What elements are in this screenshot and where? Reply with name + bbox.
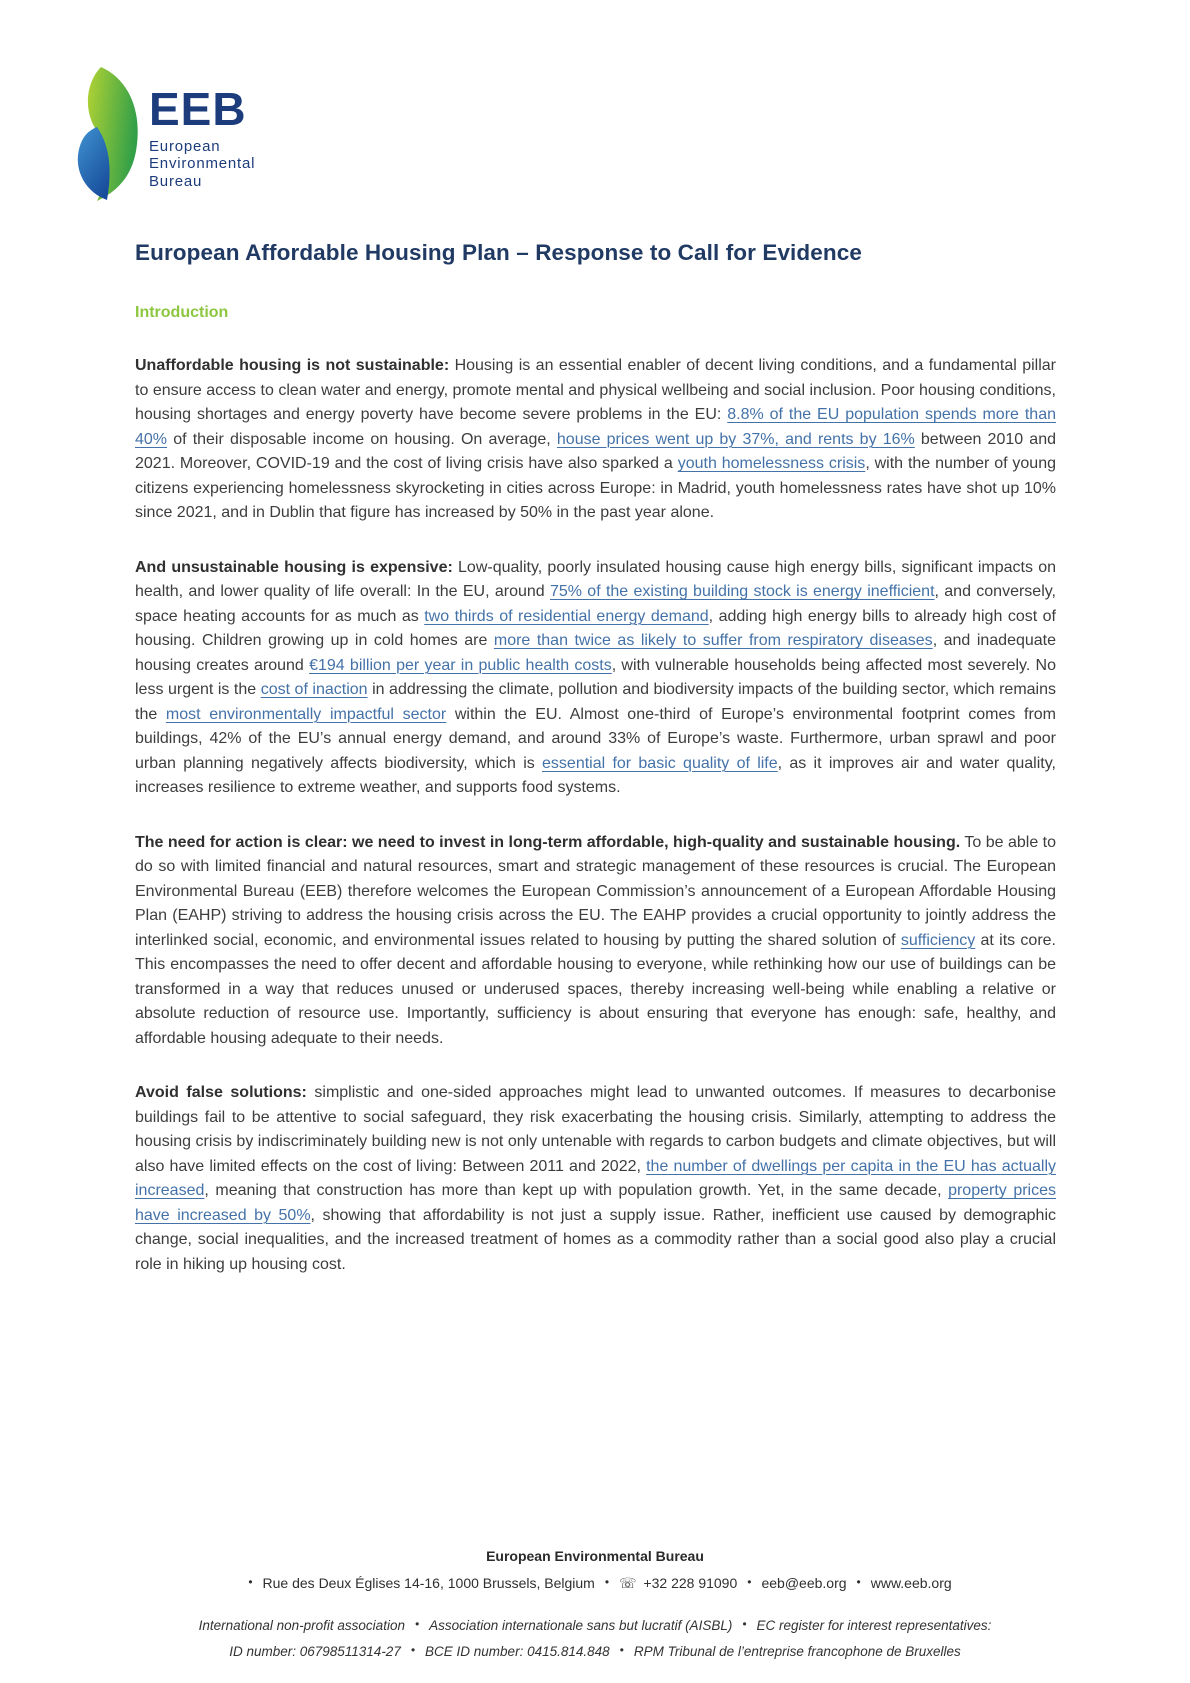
paragraph-text: in addressing the climate, pollution and biodiversity impacts of the building sector, which remains the [135,681,1057,723]
paragraph-text: within the EU. Almost one-third of Europe’s environmental footprint comes from buildings, 42% of the EU’s annual energy demand, and around 33% of Europe’s waste. Furthermore, urban sprawl and poor urban planning negatively affects biodiversity, which is [135,705,1057,772]
logo-acronym: EEB [149,83,247,135]
eeb-logo [75,66,255,202]
document-content [135,238,1056,1307]
paragraph-lead: And unsustainable housing is expensive: [135,558,453,576]
paragraph-text: Low-quality, poorly insulated housing cause high energy bills, significant impacts on health, and lower quality of life overall: In the EU, around [135,558,1056,601]
bullet-separator: • [619,1643,624,1657]
inline-link[interactable]: the number of dwellings per capita in the EU has actually increased [135,1157,1057,1200]
bullet-separator: • [856,1575,861,1589]
inline-link[interactable]: sufficiency [900,931,976,949]
body-paragraph [135,831,1056,1052]
footer-legal-line-2 [0,1639,1190,1665]
document-footer [0,1548,1190,1665]
body-paragraph [135,354,1056,526]
inline-link[interactable]: essential for basic quality of life [542,754,778,772]
paragraph-text: between 2010 and 2021. Moreover, COVID-19 and the cost of living crisis have also sparked a [135,430,1057,473]
inline-link[interactable]: most environmentally impactful sector [165,705,447,723]
footer-org-name: European Environmental Bureau [486,1548,704,1564]
phone-icon: ☏ [619,1575,637,1591]
inline-link[interactable]: property prices have increased by 50% [135,1182,1056,1224]
footer-legal-item: Association internationale sans but lucratif (AISBL) [429,1618,733,1633]
inline-link[interactable]: 8.8% of the EU population spends more than 40% [135,406,1056,448]
logo-name-line-1: European [149,137,221,155]
logo-text [149,66,255,191]
document-title: European Affordable Housing Plan – Response to Call for Evidence [135,240,862,265]
paragraph-text: , with the number of young citizens experiencing homelessness skyrocketing in cities across Europe: in Madrid, youth homelessness rates have shot up 10% since 2021, and in Dublin that figure has increased by 50% in the past year alone. [135,455,1057,522]
paragraph-text: , adding high energy bills to already high cost of housing. Children growing up in cold homes are [135,607,1057,650]
paragraph-text: Housing is an essential enabler of decent living conditions, and a fundamental pillar to ensure access to clean water and energy, promote mental and physical wellbeing and social inclusion. Poor housing conditions, housing shortages and energy poverty have become severe problems in the EU: [135,357,1056,424]
body-paragraph [135,556,1056,801]
body-paragraph [135,1081,1056,1277]
document-body [135,354,1056,1277]
footer-legal-line-1 [0,1613,1190,1639]
bullet-separator: • [747,1575,752,1589]
footer-email: eeb@eeb.org [761,1575,847,1591]
footer-website: www.eeb.org [870,1575,952,1591]
footer-legal-item: BCE ID number: 0415.814.848 [425,1644,610,1659]
footer-legal-block [0,1613,1190,1665]
bullet-separator: • [410,1643,416,1657]
eeb-leaf-logo-icon [75,66,139,202]
paragraph-text: , with vulnerable households being affected most severely. No less urgent is the [135,656,1056,699]
paragraph-lead: Avoid false solutions: [135,1084,307,1102]
footer-legal-item: International non-profit association [198,1618,405,1633]
inline-link[interactable]: €194 billion per year in public health costs [309,656,612,674]
paragraph-text: , and inadequate housing creates around [135,632,1057,674]
footer-legal-item: RPM Tribunal de l’entreprise francophone de Bruxelles [633,1644,961,1659]
inline-link[interactable]: more than twice as likely to suffer from respiratory diseases [493,632,933,650]
section-heading-introduction: Introduction [135,304,229,322]
footer-legal-item: ID number: 06798511314-27 [229,1644,401,1659]
bullet-separator: • [248,1575,253,1589]
paragraph-text: , as it improves air and water quality, increases resilience to extreme weather, and supports food systems. [135,754,1056,797]
inline-link[interactable]: two thirds of residential energy demand [424,607,709,625]
bullet-separator: • [414,1617,420,1631]
inline-link[interactable]: cost of inaction [260,681,368,699]
paragraph-text: , showing that affordability is not just a supply issue. Rather, inefficient use caused by demographic change, social inequalities, and the increased treatment of homes as a commodity rather than a social good also play a crucial role in hiking up housing cost. [135,1206,1056,1273]
paragraph-lead: The need for action is clear: we need to invest in long-term affordable, high-quality and sustainable housing. [135,833,961,851]
footer-phone: ☏ +32 228 91090 [619,1575,738,1591]
logo-name-line-2: Environmental [149,155,256,173]
paragraph-text: of their disposable income on housing. On average, [167,430,557,448]
logo-name [149,138,255,191]
inline-link[interactable]: 75% of the existing building stock is energy inefficient [549,583,935,601]
paragraph-text: simplistic and one-sided approaches might lead to unwanted outcomes. If measures to decarbonise buildings fail to be attentive to social safeguard, they risk exacerbating the housing crisis. Similarly, attempting to address the housing crisis by indiscriminately building new is not only untenable with regards to carbon budgets and climate objectives, but will also have limited effects on the cost of living: Between 2011 and 2022, [135,1084,1057,1175]
inline-link[interactable]: youth homelessness crisis [677,455,866,473]
footer-address-line [0,1575,1190,1592]
inline-link[interactable]: house prices went up by 37%, and rents by 16% [556,430,915,448]
paragraph-text: , meaning that construction has more than kept up with population growth. Yet, in the same decade, [204,1182,949,1200]
paragraph-text: at its core. This encompasses the need to offer decent and affordable housing to everyone, while rethinking how our use of buildings can be transformed in a way that reduces unused or underused spaces, thereby increasing well-being while enabling a relative or absolute reduction of resource use. Importantly, sufficiency is about ensuring that everyone has enough: safe, healthy, and affordable housing adequate to their needs. [135,931,1057,1047]
footer-legal-item: EC register for interest representatives: [756,1618,992,1633]
paragraph-text: To be able to do so with limited financial and natural resources, smart and strategic management of these resources is crucial. The European Environmental Bureau (EEB) therefore welcomes the European Commission’s announcement of a European Affordable Housing Plan (EAHP) striving to address the housing crisis across the EU. The EAHP provides a crucial opportunity to jointly address the interlinked social, economic, and environmental issues related to housing by putting the shared solution of [135,833,1057,949]
paragraph-text: , and conversely, space heating accounts for as much as [135,583,1057,625]
footer-address: Rue des Deux Églises 14-16, 1000 Brussels, Belgium [262,1575,595,1591]
bullet-separator: • [604,1575,610,1589]
logo-name-line-3: Bureau [149,173,203,191]
bullet-separator: • [742,1617,747,1631]
paragraph-lead: Unaffordable housing is not sustainable: [135,357,450,375]
